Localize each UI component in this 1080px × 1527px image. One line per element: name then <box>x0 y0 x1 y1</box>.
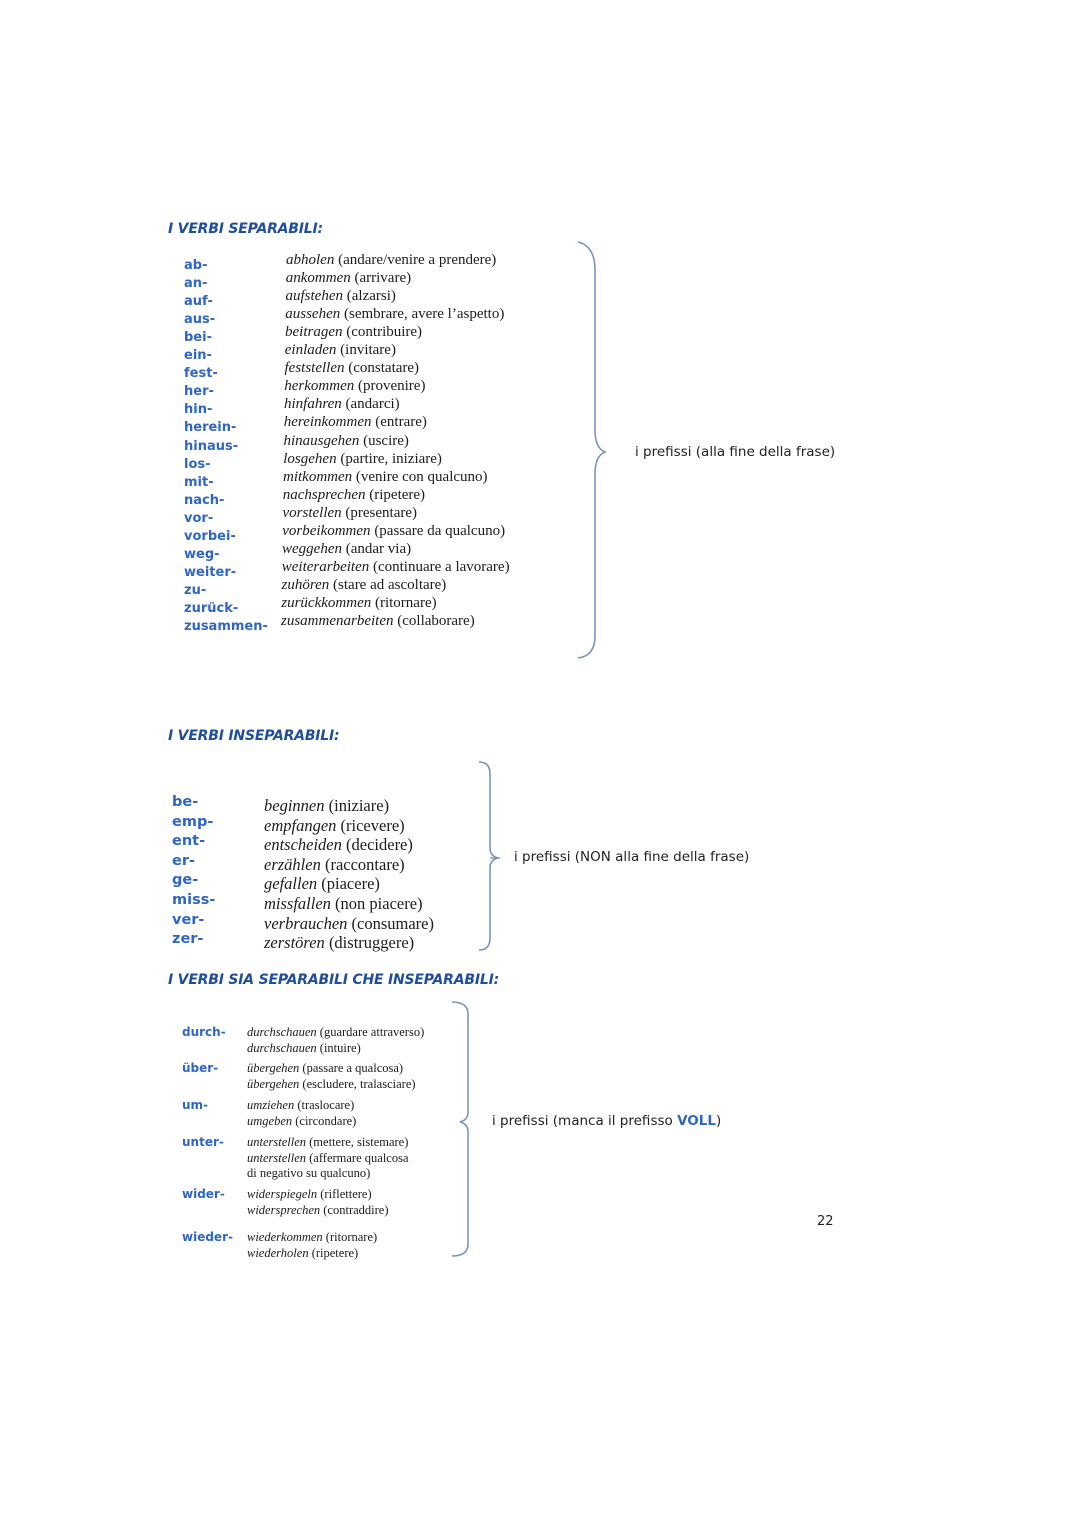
verb-entry <box>282 523 505 540</box>
verb-infinitive: zurückkommen <box>281 594 372 611</box>
verb-entry <box>283 469 488 486</box>
both-note-suffix: ) <box>715 1113 722 1129</box>
verb-prefix: hinaus- <box>184 438 239 454</box>
verb-infinitive: einladen <box>284 342 337 359</box>
both-note-text: i prefissi (manca il prefisso <box>492 1113 678 1129</box>
verb-infinitive: hinausgehen <box>283 432 360 449</box>
verb-meaning: (arrivare) <box>354 270 412 287</box>
verb-entry <box>286 288 396 305</box>
verb-prefix: ab- <box>184 258 208 273</box>
verb-entry <box>247 1077 416 1092</box>
verb-entry <box>247 1187 372 1202</box>
section-title-both: I VERBI SIA SEPARABILI CHE INSEPARABILI: <box>168 972 500 988</box>
verb-prefix: er- <box>172 852 196 869</box>
separable-note: i prefissi (alla fine della frase) <box>635 444 836 460</box>
verb-entry <box>264 874 380 894</box>
verb-meaning: (andar via) <box>345 540 412 557</box>
verb-entry <box>281 595 436 612</box>
verb-prefix: vorbei- <box>184 528 236 544</box>
verb-prefix: wieder- <box>182 1230 233 1244</box>
verb-meaning: (ricevere) <box>340 815 405 835</box>
verb-meaning: (stare ad ascoltare) <box>333 576 447 593</box>
verb-infinitive: widerspiegeln <box>247 1187 318 1201</box>
verb-entry <box>264 933 414 953</box>
verb-infinitive: zusammenarbeiten <box>281 613 394 629</box>
verb-meaning: (provenire) <box>357 378 426 395</box>
verb-infinitive: weiterarbeiten <box>281 558 370 575</box>
verb-infinitive: übergehen <box>247 1061 300 1075</box>
verb-entry <box>247 1230 377 1245</box>
verb-meaning: (traslocare) <box>297 1098 355 1112</box>
verb-entry <box>286 270 411 287</box>
verb-meaning: (passare a qualcosa) <box>302 1061 404 1075</box>
page-number: 22 <box>817 1214 834 1229</box>
verb-meaning: (continuare a lavorare) <box>372 558 510 575</box>
verb-entry <box>283 505 418 522</box>
verb-prefix: miss- <box>172 892 216 908</box>
verb-meaning: (venire con qualcuno) <box>355 468 488 485</box>
verb-infinitive: aufstehen <box>285 288 343 305</box>
verb-meaning: (invitare) <box>340 342 396 359</box>
verb-infinitive: erzählen <box>264 854 321 874</box>
verb-entry <box>284 378 425 395</box>
both-note <box>492 1113 721 1129</box>
verb-entry <box>284 396 400 413</box>
verb-meaning: (uscire) <box>363 432 409 449</box>
verb-entry <box>282 577 447 594</box>
verb-infinitive: missfallen <box>264 894 331 913</box>
verb-entry <box>285 306 504 323</box>
verb-entry <box>247 1061 403 1076</box>
verb-meaning: (andare/venire a prendere) <box>338 252 497 268</box>
verb-infinitive: herkommen <box>284 378 355 395</box>
verb-prefix: emp- <box>172 813 214 830</box>
verb-meaning: (entrare) <box>375 414 427 431</box>
verb-infinitive: mitkommen <box>283 468 353 485</box>
verb-entry <box>264 816 405 836</box>
verb-prefix: aus- <box>184 312 216 328</box>
verb-entry <box>281 613 475 630</box>
verb-infinitive: vorbeikommen <box>282 522 371 539</box>
verb-prefix: los- <box>184 456 211 472</box>
verb-infinitive: unterstellen <box>247 1150 307 1165</box>
verb-prefix: ent- <box>172 833 206 850</box>
verb-meaning: (distruggere) <box>328 933 415 953</box>
separable-verb-list <box>184 252 564 646</box>
verb-meaning: (raccontare) <box>324 854 405 874</box>
section-title-separable: I VERBI SEPARABILI: <box>168 221 323 237</box>
verb-entry <box>282 541 411 558</box>
verb-infinitive: wiederkommen <box>247 1230 323 1244</box>
verb-entry <box>284 414 427 431</box>
verb-meaning: (iniziare) <box>328 796 390 815</box>
verb-prefix: her- <box>184 384 214 400</box>
verb-prefix: zer- <box>172 931 204 948</box>
verb-prefix: bei- <box>184 330 212 346</box>
verb-meaning: (contraddire) <box>323 1202 389 1217</box>
verb-entry <box>285 360 420 377</box>
verb-infinitive: umziehen <box>247 1098 295 1112</box>
verb-meaning: (partire, iniziare) <box>340 450 442 467</box>
verb-infinitive: nachsprechen <box>282 486 366 503</box>
verb-meaning: (consumare) <box>351 913 434 933</box>
verb-entry <box>247 1114 356 1129</box>
verb-entry <box>282 559 510 576</box>
verb-infinitive: zuhören <box>281 576 330 593</box>
verb-entry <box>286 252 496 269</box>
verb-infinitive: unterstellen <box>247 1135 307 1149</box>
verb-meaning: (ripetere) <box>311 1245 359 1260</box>
verb-prefix: ge- <box>172 872 199 889</box>
verb-entry <box>247 1041 361 1056</box>
verb-meaning: (constatare) <box>348 360 420 377</box>
brace-both <box>450 1000 480 1260</box>
verb-prefix: wider- <box>182 1187 225 1201</box>
verb-entry <box>247 1246 358 1261</box>
verb-meaning: (riflettere) <box>320 1187 372 1201</box>
verb-meaning: (ripetere) <box>369 486 426 503</box>
verb-infinitive: empfangen <box>264 815 337 835</box>
both-note-highlight: VOLL <box>677 1113 716 1129</box>
verb-meaning: (collaborare) <box>397 613 475 629</box>
verb-infinitive: aussehen <box>285 306 341 323</box>
verb-infinitive: wiederholen <box>247 1245 309 1260</box>
verb-meaning: (escludere, tralasciare) <box>302 1076 416 1091</box>
verb-entry <box>285 324 422 341</box>
verb-prefix: fest- <box>184 366 218 382</box>
verb-infinitive: hereinkommen <box>283 414 372 431</box>
verb-prefix: weg- <box>184 546 220 562</box>
brace-inseparable <box>476 760 506 952</box>
verb-prefix: durch- <box>182 1025 226 1039</box>
inseparable-note: i prefissi (NON alla fine della frase) <box>514 849 750 865</box>
verb-meaning: (alzarsi) <box>346 288 396 305</box>
verb-meaning: (mettere, sistemare) <box>309 1135 409 1149</box>
verb-prefix: zurück- <box>184 600 239 616</box>
verb-entry <box>247 1166 370 1181</box>
verb-entry <box>247 1025 424 1040</box>
brace-separable <box>575 240 605 660</box>
verb-infinitive: weggehen <box>282 540 342 557</box>
verb-infinitive: entscheiden <box>264 835 342 855</box>
section-title-inseparable: I VERBI INSEPARABILI: <box>168 728 340 744</box>
verb-entry <box>247 1203 389 1218</box>
verb-meaning: (passare da qualcuno) <box>374 522 506 539</box>
verb-prefix: auf- <box>184 294 213 310</box>
verb-infinitive: widersprechen <box>247 1202 321 1217</box>
verb-prefix: herein- <box>184 420 237 436</box>
verb-entry <box>247 1151 409 1166</box>
verb-prefix: mit- <box>184 474 214 490</box>
verb-infinitive: beginnen <box>264 796 325 815</box>
verb-prefix: weiter- <box>184 564 237 580</box>
verb-meaning: (guardare attraverso) <box>319 1025 425 1039</box>
verb-prefix: ver- <box>172 911 205 928</box>
verb-prefix: ein- <box>184 348 212 364</box>
verb-prefix: vor- <box>184 510 214 526</box>
verb-infinitive: umgeben <box>247 1113 293 1128</box>
verb-entry <box>283 487 425 504</box>
verb-meaning: (intuire) <box>319 1040 361 1055</box>
verb-prefix: nach- <box>184 492 225 508</box>
verb-infinitive: ankommen <box>285 270 351 287</box>
verb-entry <box>264 855 405 875</box>
verb-prefix: zu- <box>184 582 207 598</box>
verb-infinitive: losgehen <box>283 450 337 467</box>
verb-entry <box>264 914 434 934</box>
verb-meaning: (contribuire) <box>346 324 423 341</box>
verb-infinitive: hinfahren <box>284 396 342 413</box>
verb-infinitive: gefallen <box>264 874 318 894</box>
verb-infinitive: verbrauchen <box>264 913 348 933</box>
verb-meaning: (sembrare, avere l’aspetto) <box>344 306 505 323</box>
verb-infinitive: abholen <box>286 252 335 268</box>
verb-prefix: zusammen- <box>184 619 268 634</box>
verb-infinitive: zerstören <box>264 933 325 953</box>
verb-infinitive: vorstellen <box>282 504 342 521</box>
verb-entry <box>247 1135 408 1150</box>
verb-meaning: (ritornare) <box>325 1230 378 1244</box>
verb-entry <box>247 1098 354 1113</box>
verb-prefix: um- <box>182 1098 209 1112</box>
verb-meaning: (piacere) <box>321 874 380 894</box>
verb-meaning: (ritornare) <box>374 594 437 611</box>
verb-meaning: (non piacere) <box>335 894 423 913</box>
verb-meaning: (affermare qualcosa <box>309 1150 409 1165</box>
verb-infinitive: feststellen <box>284 360 345 377</box>
verb-prefix: unter- <box>182 1135 224 1149</box>
verb-meaning: (decidere) <box>346 835 413 855</box>
verb-entry <box>264 894 423 914</box>
inseparable-verb-list <box>172 794 492 959</box>
verb-meaning: di negativo su qualcuno) <box>247 1166 371 1180</box>
verb-entry <box>264 835 413 855</box>
verb-infinitive: durchschauen <box>247 1025 317 1039</box>
verb-entry <box>283 451 442 468</box>
verb-prefix: be- <box>172 794 199 810</box>
verb-prefix: an- <box>184 276 208 292</box>
verb-infinitive: übergehen <box>247 1076 300 1091</box>
verb-entry <box>285 342 396 359</box>
verb-entry <box>284 433 409 450</box>
verb-prefix: hin- <box>184 402 213 418</box>
verb-prefix: über- <box>182 1061 219 1075</box>
verb-meaning: (presentare) <box>345 504 418 521</box>
verb-infinitive: durchschauen <box>247 1040 317 1055</box>
verb-meaning: (circondare) <box>295 1113 357 1128</box>
verb-meaning: (andarci) <box>345 396 400 413</box>
verb-infinitive: beitragen <box>285 324 343 341</box>
both-verb-list <box>182 1025 472 1260</box>
verb-entry <box>264 796 389 816</box>
